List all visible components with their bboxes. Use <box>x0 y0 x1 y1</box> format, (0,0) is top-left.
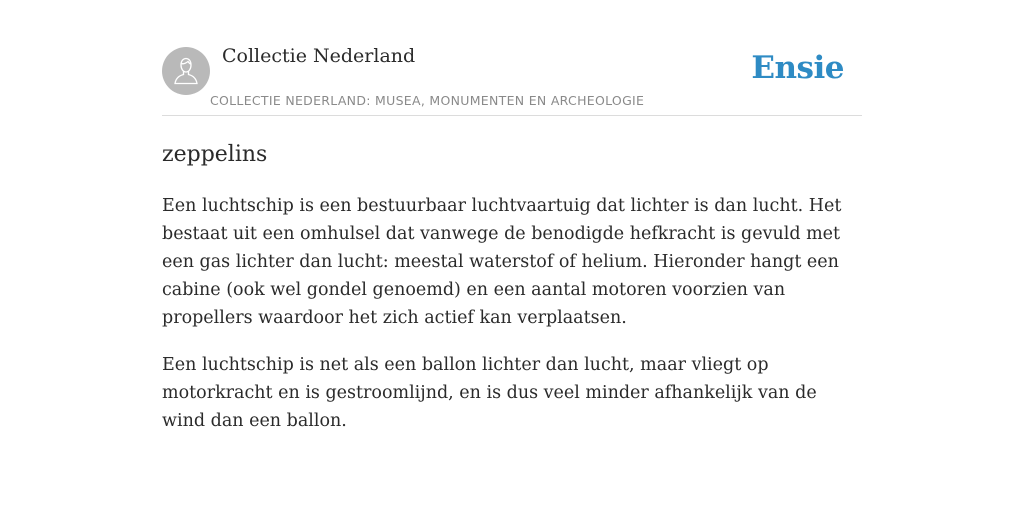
entry-title: zeppelins <box>162 142 268 167</box>
user-silhouette-icon <box>172 56 200 86</box>
author-name[interactable]: Collectie Nederland <box>222 45 416 67</box>
entry-card <box>162 0 862 454</box>
author-subtitle: COLLECTIE NEDERLAND: MUSEA, MONUMENTEN EN ARCHEOLOGIE <box>210 93 645 108</box>
entry-paragraph-1: Een luchtschip is een bestuurbaar luchtvaartuig dat lichter is dan lucht. Het bestaat uit een omhulsel dat vanwege de benodigde hefkracht is gevuld met een gas lichter dan lucht: meestal waterstof of helium. Hieronder hangt een cabine (ook wel gondel genoemd) en een aantal motoren voorzien van propellers waardoor het zich actief kan verplaatsen. <box>162 196 842 328</box>
avatar[interactable] <box>162 47 210 95</box>
entry-content <box>162 116 862 435</box>
entry-header <box>162 0 862 116</box>
ensie-logo[interactable]: Ensie <box>751 50 844 86</box>
entry-paragraph-2: Een luchtschip is net als een ballon lichter dan lucht, maar vliegt op motorkracht en is gestroomlijnd, en is dus veel minder afhankelijk van de wind dan een ballon. <box>162 355 817 431</box>
